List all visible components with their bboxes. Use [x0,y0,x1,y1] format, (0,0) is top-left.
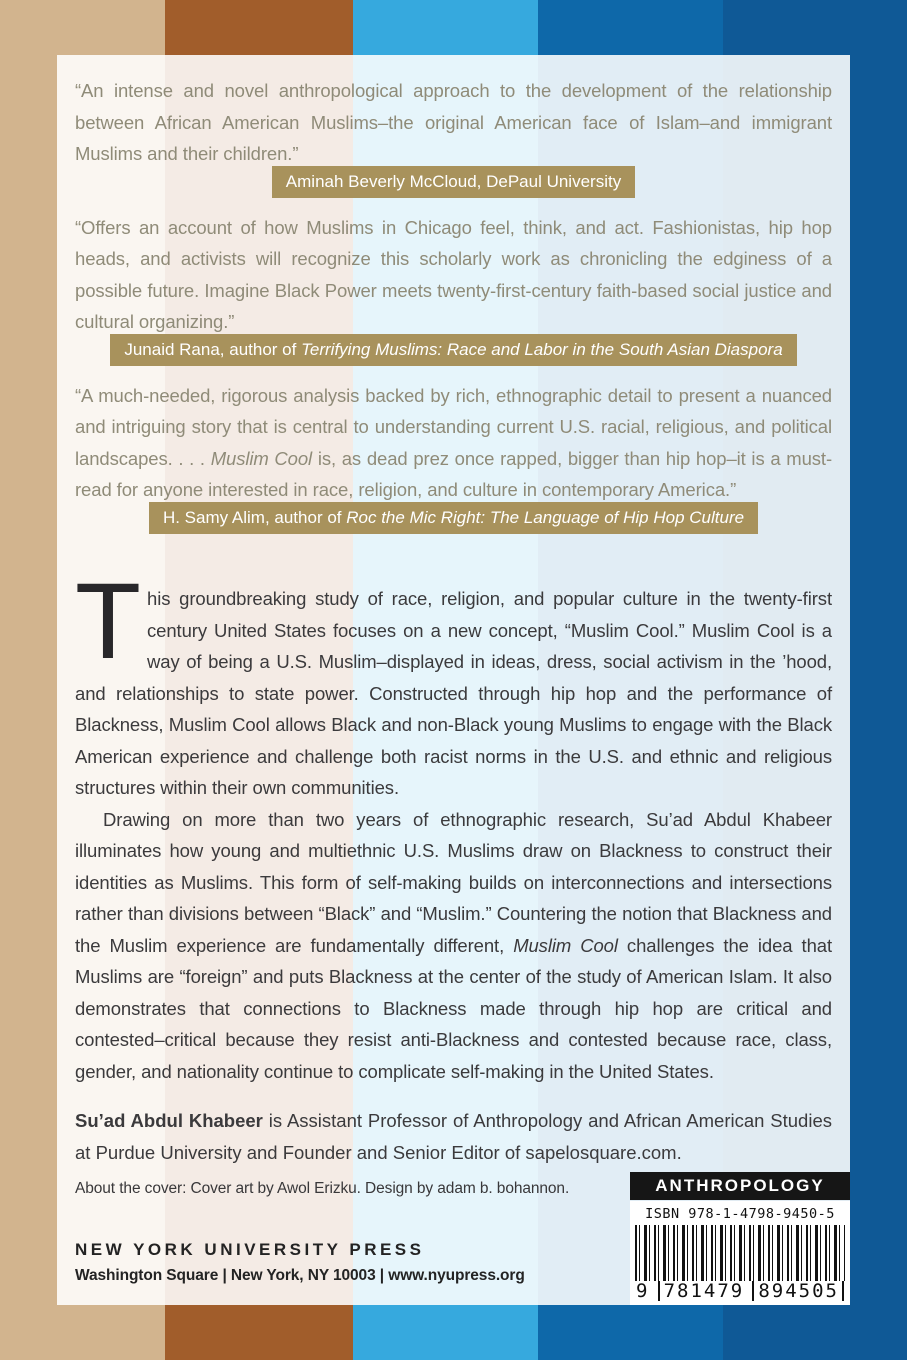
quote-text-before: “A much-needed, rigorous analysis backed by rich, ethnographic detail to present a nuanced and intriguing story that is central to understanding current U.S. racial, religious, and political landscapes. . . . [75,384,832,469]
attribution-row-3 [75,502,832,534]
category-label: ANTHROPOLOGY [630,1172,850,1200]
paragraph-1-text: his groundbreaking study of race, religion, and popular culture in the twenty-first century United States focuses on a new concept, “Muslim Cool.” Muslim Cool is a way of being a U.S. Muslim–displayed in ideas, dress, social activism in the ’hood, and relationships to state power. Constructed through hip hop and the performance of Blackness, Muslim Cool allows Black and non-Black young Muslims to engage with the Black American experience and challenge both racist norms in the U.S. and ethnic and religious structures within their own communities. [75,588,832,798]
endorsement-quote-3 [75,380,832,506]
paragraph-2-text-after: challenges the idea that Muslims are “foreign” and puts Blackness at the center of the study of American Islam. It also demonstrates that connections to Blackness made through hip hop are critical and contested–critical because they resist anti-Blackness and contested because race, class, gender, and nationality continue to complicate self-making in the United States. [75,934,832,1082]
content-panel [57,55,850,1305]
description-paragraph-1 [75,560,832,804]
quote-text: “Offers an account of how Muslims in Chicago feel, think, and act. Fashionistas, hip hop heads, and activists will recognize this scholarly work as chronicling the edginess of a possible future. Imagine Black Power meets twenty-first-century faith-based social justice and cultural organizing.” [75,216,832,332]
barcode-digit-group: 781479 [658,1281,745,1301]
barcode-bars [635,1225,845,1281]
drop-cap: T [75,560,141,681]
isbn-box [630,1201,850,1305]
book-title-italic: Muslim Cool [210,447,313,469]
barcode-digit-group: 894505 [752,1281,844,1301]
attribution-row-2 [75,334,832,366]
quote-attribution-bar-2 [110,334,796,366]
attribution-text: H. Samy Alim, author of [162,507,347,527]
attribution-book-title: Terrifying Muslims: Race and Labor in the South Asian Diaspora [301,339,783,359]
barcode-digit-group: 9 [636,1280,650,1302]
quote-text: “An intense and novel anthropological approach to the development of the relationship between African American Muslims–the original American face of Islam–and immigrant Muslims and their children.” [75,80,832,164]
isbn-label: ISBN 978-1-4798-9450-5 [645,1206,835,1222]
publisher-block [75,1240,525,1285]
endorsement-quote-2 [75,212,832,338]
author-bio-text: is Assistant Professor of Anthropology and African American Studies at Purdue University and Founder and Senior Editor of sapelosquare.com. [75,1110,832,1163]
description-paragraph-2 [75,804,832,1088]
cover-credit: About the cover: Cover art by Awol Erizku. Design by adam b. bohannon. [75,1180,570,1197]
publisher-name: NEW YORK UNIVERSITY PRESS [75,1240,425,1259]
barcode-digits [635,1281,845,1301]
attribution-text: Junaid Rana, author of [124,339,302,359]
attribution-text: Aminah Beverly McCloud, DePaul University [285,171,622,191]
paragraph-2-text-before: Drawing on more than two years of ethnographic research, Su’ad Abdul Khabeer illuminates how young and multiethnic U.S. Muslims draw on Blackness to construct their identities as Muslims. This form of self-making builds on interconnections and intersections rather than divisions between “Black” and “Muslim.” Countering the notion that Blackness and the Muslim experience are fundamentally different, [75,808,832,956]
attribution-row-1 [75,166,832,198]
quote-attribution-bar-3 [149,502,758,534]
book-title-italic: Muslim Cool [513,934,618,956]
barcode-block [630,1172,850,1305]
quote-attribution-bar-1 [272,166,635,198]
quote-text-after: is, as dead prez once rapped, bigger than hip hop–it is a must-read for anyone interested in race, religion, and culture in contemporary America.” [75,447,833,500]
main-description [75,560,832,1087]
publisher-address: Washington Square | New York, NY 10003 | www.nyupress.org [75,1267,525,1284]
author-bio [75,1105,832,1168]
author-bio-section [75,1105,832,1168]
attribution-book-title: Roc the Mic Right: The Language of Hip Hop Culture [346,507,745,527]
endorsement-quote-1 [75,75,832,170]
author-name: Su’ad Abdul Khabeer [75,1110,263,1131]
endorsements-section [75,75,832,548]
